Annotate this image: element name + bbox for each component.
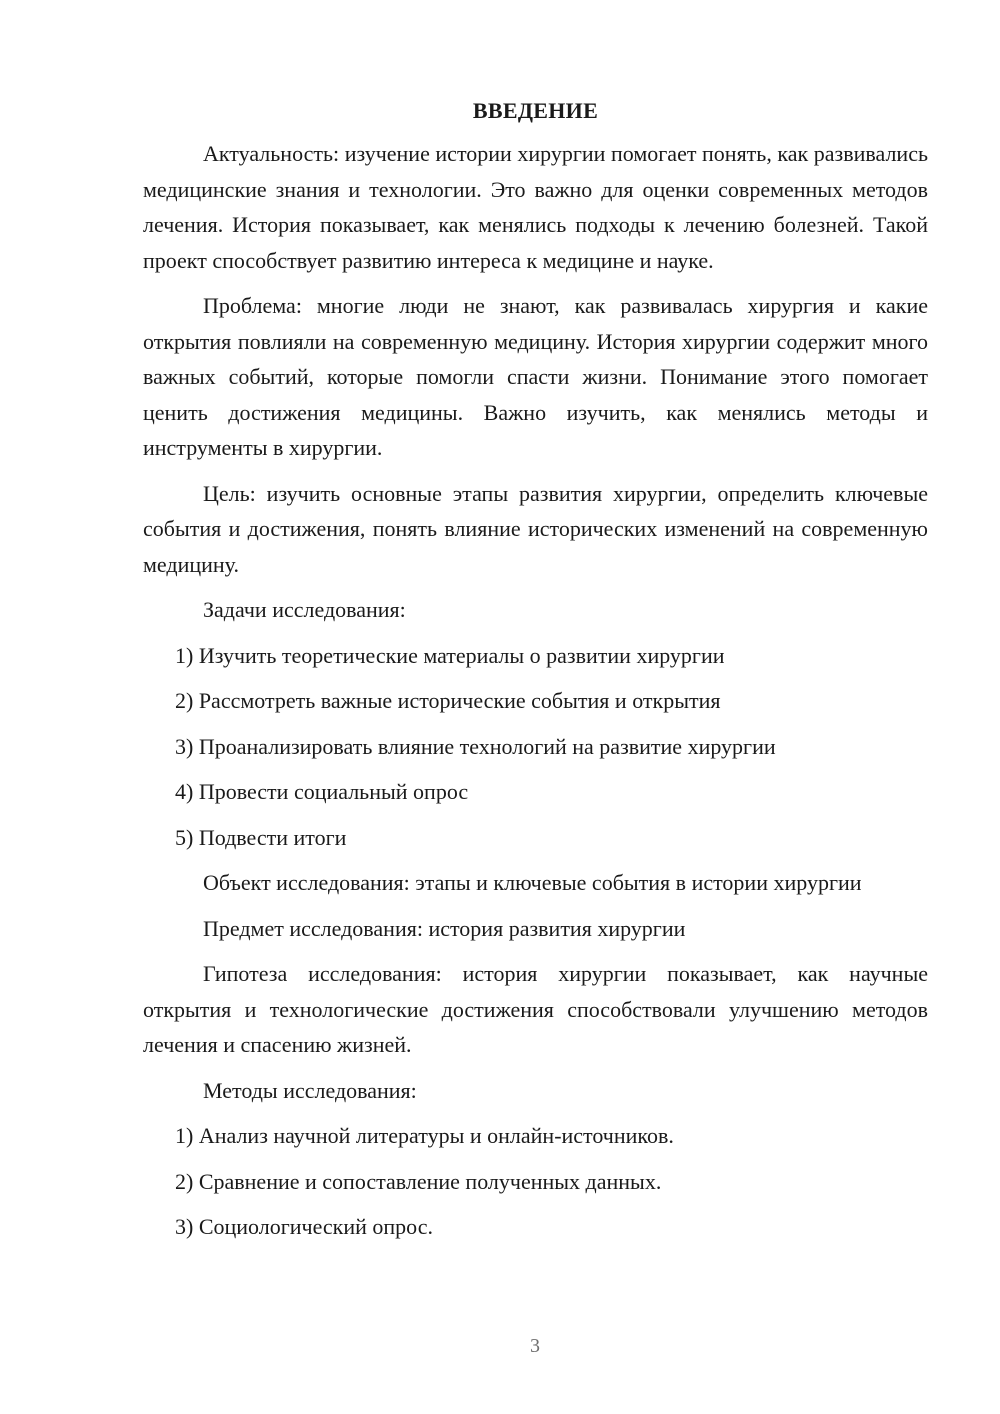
subject-paragraph: Предмет исследования: история развития хирургии bbox=[203, 915, 686, 941]
methods-heading: Методы исследования: bbox=[203, 1077, 417, 1103]
tasks-list bbox=[143, 638, 928, 856]
relevance-paragraph: Актуальность: изучение истории хирургии помогает понять, как развивались медицинские знания и технологии. Это важно для оценки современных методов лечения. История показывает, как менялись подходы к лечению болезней. Такой проект способствует развитию интереса к медицине и науке. bbox=[143, 141, 928, 273]
document-page bbox=[143, 96, 928, 1255]
hypothesis-paragraph: Гипотеза исследования: история хирургии показывает, как научные открытия и технологические достижения способствовали улучшению методов лечения и спасению жизней. bbox=[143, 961, 928, 1057]
methods-list bbox=[143, 1118, 928, 1245]
list-item: 2) Рассмотреть важные исторические события и открытия bbox=[175, 688, 721, 713]
page-title: ВВЕДЕНИЕ bbox=[472, 98, 599, 123]
goal-paragraph: Цель: изучить основные этапы развития хирургии, определить ключевые события и достижения, понять влияние исторических изменений на современную медицину. bbox=[143, 480, 928, 577]
object-paragraph: Объект исследования: этапы и ключевые события в истории хирургии bbox=[203, 870, 862, 895]
list-item: 1) Изучить теоретические материалы о развитии хирургии bbox=[175, 642, 725, 668]
list-item: 1) Анализ научной литературы и онлайн-источников. bbox=[175, 1123, 674, 1148]
list-item: 5) Подвести итоги bbox=[175, 824, 347, 850]
problem-paragraph: Проблема: многие люди не знают, как развивалась хирургия и какие открытия повлияли на современную медицину. История хирургии содержит много важных событий, которые помогли спасти жизни. Понимание этого помогает ценить достижения медицины. Важно изучить, как менялись методы и инструменты в хирургии. bbox=[143, 293, 928, 460]
list-item: 2) Сравнение и сопоставление полученных данных. bbox=[175, 1168, 662, 1194]
list-item: 4) Провести социальный опрос bbox=[175, 779, 469, 804]
list-item: 3) Проанализировать влияние технологий на развитие хирургии bbox=[175, 733, 776, 759]
list-item: 3) Социологический опрос. bbox=[175, 1214, 433, 1239]
tasks-heading: Задачи исследования: bbox=[203, 597, 406, 622]
page-number: 3 bbox=[530, 1335, 540, 1357]
